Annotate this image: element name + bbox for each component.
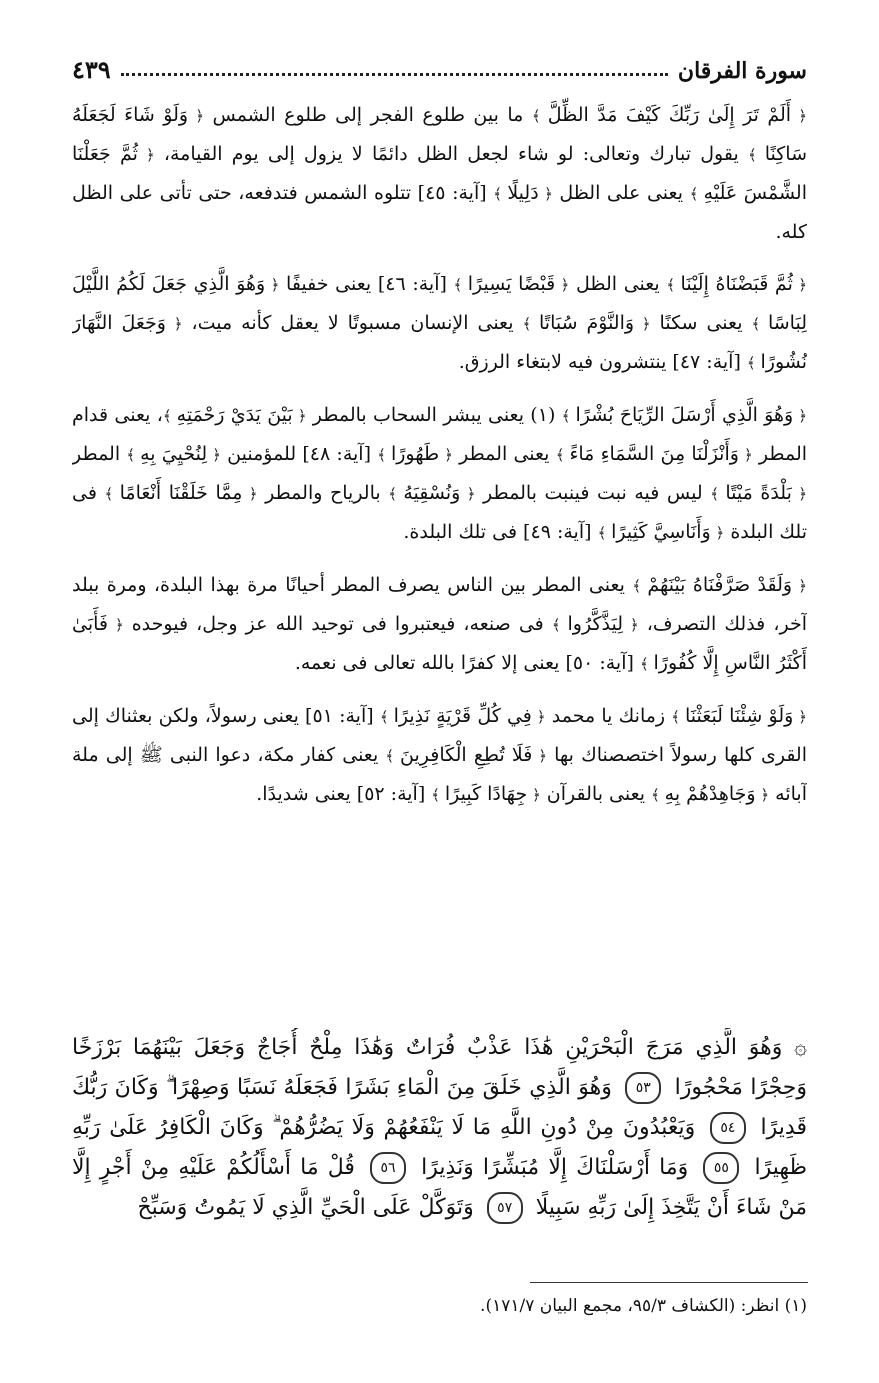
quran-quote: بَلْدَةً مَيْتًا — [725, 482, 792, 504]
quote-brace-close: ﴾ — [746, 354, 761, 372]
quran-quote: وَأَنْزَلْنَا مِنَ السَّمَاءِ مَاءً — [569, 443, 739, 465]
quote-brace-open: ﴿ — [265, 276, 280, 294]
quote-brace-close: ﴾ — [162, 407, 177, 425]
commentary-text: [آية: ٤٨] للمؤمنين — [220, 443, 378, 465]
quote-brace-close: ﴾ — [522, 315, 539, 333]
quran-quote: وَلَوْ شِئْنَا لَبَعَثْنَا — [685, 705, 794, 727]
commentary-text: يعنى على الظل — [552, 182, 690, 204]
quote-brace-open: ﴿ — [792, 276, 807, 294]
quran-verse-text: ۞ وَهُوَ الَّذِي مَرَجَ الْبَحْرَيْنِ هَٰذَا عَذْبٌ فُرَاتٌ وَهَٰذَا مِلْحٌ أُجَاجٌ وَجَعَلَ بَيْنَهُمَا بَرْزَخًا وَحِجْرًا مَحْجُورًا — [72, 1035, 807, 1100]
quran-quote: فَأَبَىٰ أَكْثَرُ النَّاسِ إِلَّا كُفُورًا — [72, 613, 807, 674]
quote-brace-close: ﴾ — [651, 786, 665, 804]
quote-brace-open: ﴿ — [532, 747, 547, 765]
ayah-number-marker: ٥٥ — [703, 1152, 739, 1184]
commentary-text: [آية: ٥٠] يعنى إلا كفرًا بالله تعالى فى نعمه. — [294, 652, 640, 674]
quote-brace-open: ﴿ — [710, 524, 725, 542]
quran-quote: بَيْنَ يَدَيْ رَحْمَتِهِ — [176, 404, 293, 426]
quran-quote: أَلَمْ تَرَ إِلَىٰ رَبِّكَ كَيْفَ مَدَّ الظِّلَّ — [547, 104, 792, 126]
commentary-text: يعنى الظل — [569, 273, 667, 295]
commentary-text: بالرياح والمطر — [257, 482, 389, 504]
quote-brace-open: ﴿ — [622, 616, 639, 634]
quote-brace-close: ﴾ — [597, 524, 612, 542]
quote-brace-open: ﴿ — [755, 786, 770, 804]
page-number: ٤٣٩ — [72, 55, 111, 84]
quran-verses-block — [72, 1028, 807, 1228]
commentary-text: يعنى المطر — [452, 443, 556, 465]
quran-verse-text: قُلْ مَا أَسْأَلُكُمْ عَلَيْهِ مِنْ أَجْرٍ إِلَّا مَنْ شَاءَ أَنْ يَتَّخِذَ إِلَىٰ رَبِّهِ سَبِيلًا — [72, 1155, 807, 1220]
quote-brace-close: ﴾ — [126, 446, 141, 464]
quran-verse-text: وَتَوَكَّلْ عَلَى الْحَيِّ الَّذِي لَا يَمُوتُ وَسَبِّحْ — [137, 1195, 474, 1220]
quote-brace-open: ﴿ — [791, 485, 807, 503]
quran-quote: وَلَقَدْ صَرَّفْنَاهُ بَيْنَهُمْ — [647, 574, 793, 596]
commentary-text: ، يعنى قدام المطر — [72, 404, 807, 465]
quran-quote: وَأَنَاسِيَّ كَثِيرًا — [611, 521, 711, 543]
tafsir-paragraph — [72, 697, 807, 814]
quran-quote: وَجَاهِدْهُمْ بِهِ — [664, 783, 756, 805]
quote-brace-open: ﴿ — [527, 786, 541, 804]
quran-quote: وَهُوَ الَّذِي جَعَلَ لَكُمُ اللَّيْلَ لِبَاسًا — [72, 273, 807, 334]
quote-brace-close: ﴾ — [561, 407, 576, 425]
quote-brace-close: ﴾ — [751, 315, 768, 333]
commentary-text: (١) يعنى يبشر السحاب بالمطر — [306, 404, 562, 426]
quote-brace-open: ﴿ — [555, 276, 570, 294]
commentary-text: [آية: ٤٥] تتلوه الشمس فتدفعه، حتى تأتى على الظل كله. — [72, 182, 807, 243]
commentary-text: [آية: ٤٩] فى تلك البلدة. — [403, 521, 598, 543]
quran-quote: طَهُورًا — [390, 443, 440, 465]
quran-quote: مِمَّا خَلَقْنَا أَنْعَامًا — [119, 482, 243, 504]
quote-brace-close: ﴾ — [632, 577, 648, 595]
tafsir-paragraph — [72, 396, 807, 552]
ayah-number-marker: ٥٤ — [710, 1112, 746, 1144]
quote-brace-open: ﴿ — [188, 107, 205, 125]
quote-brace-close: ﴾ — [555, 446, 570, 464]
quote-brace-open: ﴿ — [460, 485, 476, 503]
commentary-text: يعنى سكنًا — [650, 312, 752, 334]
quran-quote: دَلِيلًا — [507, 182, 539, 204]
quote-brace-close: ﴾ — [453, 276, 468, 294]
commentary-text: ليس فيه نبت فينبت بالمطر — [475, 482, 711, 504]
tafsir-paragraph — [72, 96, 807, 251]
quote-brace-close: ﴾ — [551, 616, 568, 634]
ayah-number-marker: ٥٧ — [487, 1192, 523, 1224]
quote-brace-close: ﴾ — [666, 276, 681, 294]
running-header — [72, 44, 807, 84]
quote-brace-close: ﴾ — [639, 655, 654, 673]
quote-brace-close: ﴾ — [531, 107, 548, 125]
quote-brace-open: ﴿ — [242, 485, 258, 503]
commentary-text: ما بين طلوع الفجر إلى طلوع الشمس — [204, 104, 532, 126]
quote-brace-open: ﴿ — [538, 185, 553, 203]
quran-quote: وَالنَّوْمَ سُبَاتًا — [539, 312, 635, 334]
commentary-text: يعنى المطر بين الناس يصرف المطر أحيانًا مرة بهذا البلدة، ومرة ببلد آخر، فذلك التصرف، — [72, 574, 807, 635]
quran-quote: وَلَوْ شَاءَ لَجَعَلَهُ سَاكِنًا — [72, 104, 807, 165]
quran-quote: وَهُوَ الَّذِي أَرْسَلَ الرِّيَاحَ بُشْرًا — [575, 404, 794, 426]
commentary-text: [آية: ٤٧] ينتشرون فيه لابتغاء الرزق. — [458, 351, 747, 373]
quran-verse-text: وَهُوَ الَّذِي خَلَقَ مِنَ الْمَاءِ بَشَرًا فَجَعَلَهُ نَسَبًا وَصِهْرًا ۗ وَكَانَ رَبُّكَ قَدِيرًا — [72, 1075, 807, 1140]
quran-quote: ثُمَّ قَبَضْنَاهُ إِلَيْنَا — [680, 273, 793, 295]
quote-brace-close: ﴾ — [104, 485, 120, 503]
quote-brace-open: ﴿ — [439, 446, 453, 464]
quote-brace-open: ﴿ — [531, 708, 546, 726]
quote-brace-open: ﴿ — [137, 146, 155, 164]
commentary-text: يعنى بالقرآن — [540, 783, 652, 805]
quote-brace-open: ﴿ — [791, 107, 807, 125]
quote-brace-open: ﴿ — [108, 616, 124, 634]
quran-verse-text: وَيَعْبُدُونَ مِنْ دُونِ اللَّهِ مَا لَا يَنْفَعُهُمْ وَلَا يَضُرُّهُمْ ۗ وَكَانَ الْكَافِرُ عَلَىٰ رَبِّهِ ظَهِيرًا — [72, 1115, 807, 1180]
footnote-divider — [530, 1282, 808, 1283]
quran-quote: جِهَادًا كَبِيرًا — [444, 783, 528, 805]
quote-brace-close: ﴾ — [493, 185, 508, 203]
commentary-text: المطر — [72, 443, 127, 465]
ayah-number-marker: ٥٦ — [370, 1152, 406, 1184]
commentary-text: [آية: ٥١] يعنى رسولاً، ولكن بعثناك إلى القرى كلها رسولاً اختصصناك بها — [72, 705, 807, 766]
commentary-text: [آية: ٤٦] يعنى خفيفًا — [279, 273, 454, 295]
tafsir-body — [72, 96, 807, 828]
quote-brace-open: ﴿ — [165, 315, 183, 333]
commentary-text: فى تلك البلدة — [72, 482, 807, 543]
quran-quote: لِنُحْيِيَ بِهِ — [140, 443, 208, 465]
commentary-text: يقول تبارك وتعالى: لو شاء لجعل الظل دائمًا لا يزول إلى يوم القيامة، — [154, 143, 748, 165]
quote-brace-close: ﴾ — [431, 786, 445, 804]
ayah-number-marker: ٥٣ — [625, 1072, 661, 1104]
footnote: (١) انظر: (الكشاف ٩٥/٣، مجمع البيان ١٧١/٧). — [480, 1296, 807, 1316]
quote-brace-open: ﴿ — [792, 577, 807, 595]
quote-brace-open: ﴿ — [292, 407, 307, 425]
quote-brace-close: ﴾ — [710, 485, 726, 503]
quran-quote: قَبْضًا يَسِيرًا — [467, 273, 556, 295]
leader-dots — [121, 73, 668, 76]
quran-quote: ثُمَّ جَعَلْنَا الشَّمْسَ عَلَيْهِ — [72, 143, 807, 204]
quote-brace-open: ﴿ — [207, 446, 221, 464]
commentary-text: يعنى الإنسان مسبوتًا لا يعقل كأنه ميت، — [182, 312, 523, 334]
quote-brace-open: ﴿ — [793, 708, 807, 726]
quote-brace-close: ﴾ — [385, 747, 401, 765]
quote-brace-close: ﴾ — [747, 146, 765, 164]
quote-brace-close: ﴾ — [689, 185, 704, 203]
quran-verse-text: وَمَا أَرْسَلْنَاكَ إِلَّا مُبَشِّرًا وَنَذِيرًا — [421, 1155, 689, 1180]
quote-brace-close: ﴾ — [377, 446, 391, 464]
quote-brace-close: ﴾ — [388, 485, 404, 503]
quran-quote: فِي كُلِّ قَرْيَةٍ نَذِيرًا — [393, 705, 532, 727]
commentary-text: زمانك يا محمد — [545, 705, 672, 727]
commentary-text: يعنى كفار مكة، دعوا النبى ﷺ إلى ملة آبائه — [72, 744, 807, 805]
quote-brace-open: ﴿ — [738, 446, 753, 464]
quran-quote: وَجَعَلَ النَّهَارَ نُشُورًا — [72, 312, 807, 373]
quote-brace-open: ﴿ — [793, 407, 807, 425]
tafsir-paragraph — [72, 265, 807, 382]
quote-brace-open: ﴿ — [634, 315, 651, 333]
commentary-text: فى صنعه، فيعتبروا فى توحيد الله عز وجل، فيوحده — [123, 613, 552, 635]
quote-brace-close: ﴾ — [379, 708, 394, 726]
commentary-text: [آية: ٥٢] يعنى شديدًا. — [256, 783, 432, 805]
quran-quote: وَنُسْقِيَهُ — [403, 482, 461, 504]
quote-brace-close: ﴾ — [671, 708, 686, 726]
quran-quote: فَلَا تُطِعِ الْكَافِرِينَ — [400, 744, 533, 766]
quran-quote: لِيَذَّكَّرُوا — [567, 613, 623, 635]
tafsir-paragraph — [72, 566, 807, 683]
surah-title: سورة الفرقان — [677, 58, 807, 84]
